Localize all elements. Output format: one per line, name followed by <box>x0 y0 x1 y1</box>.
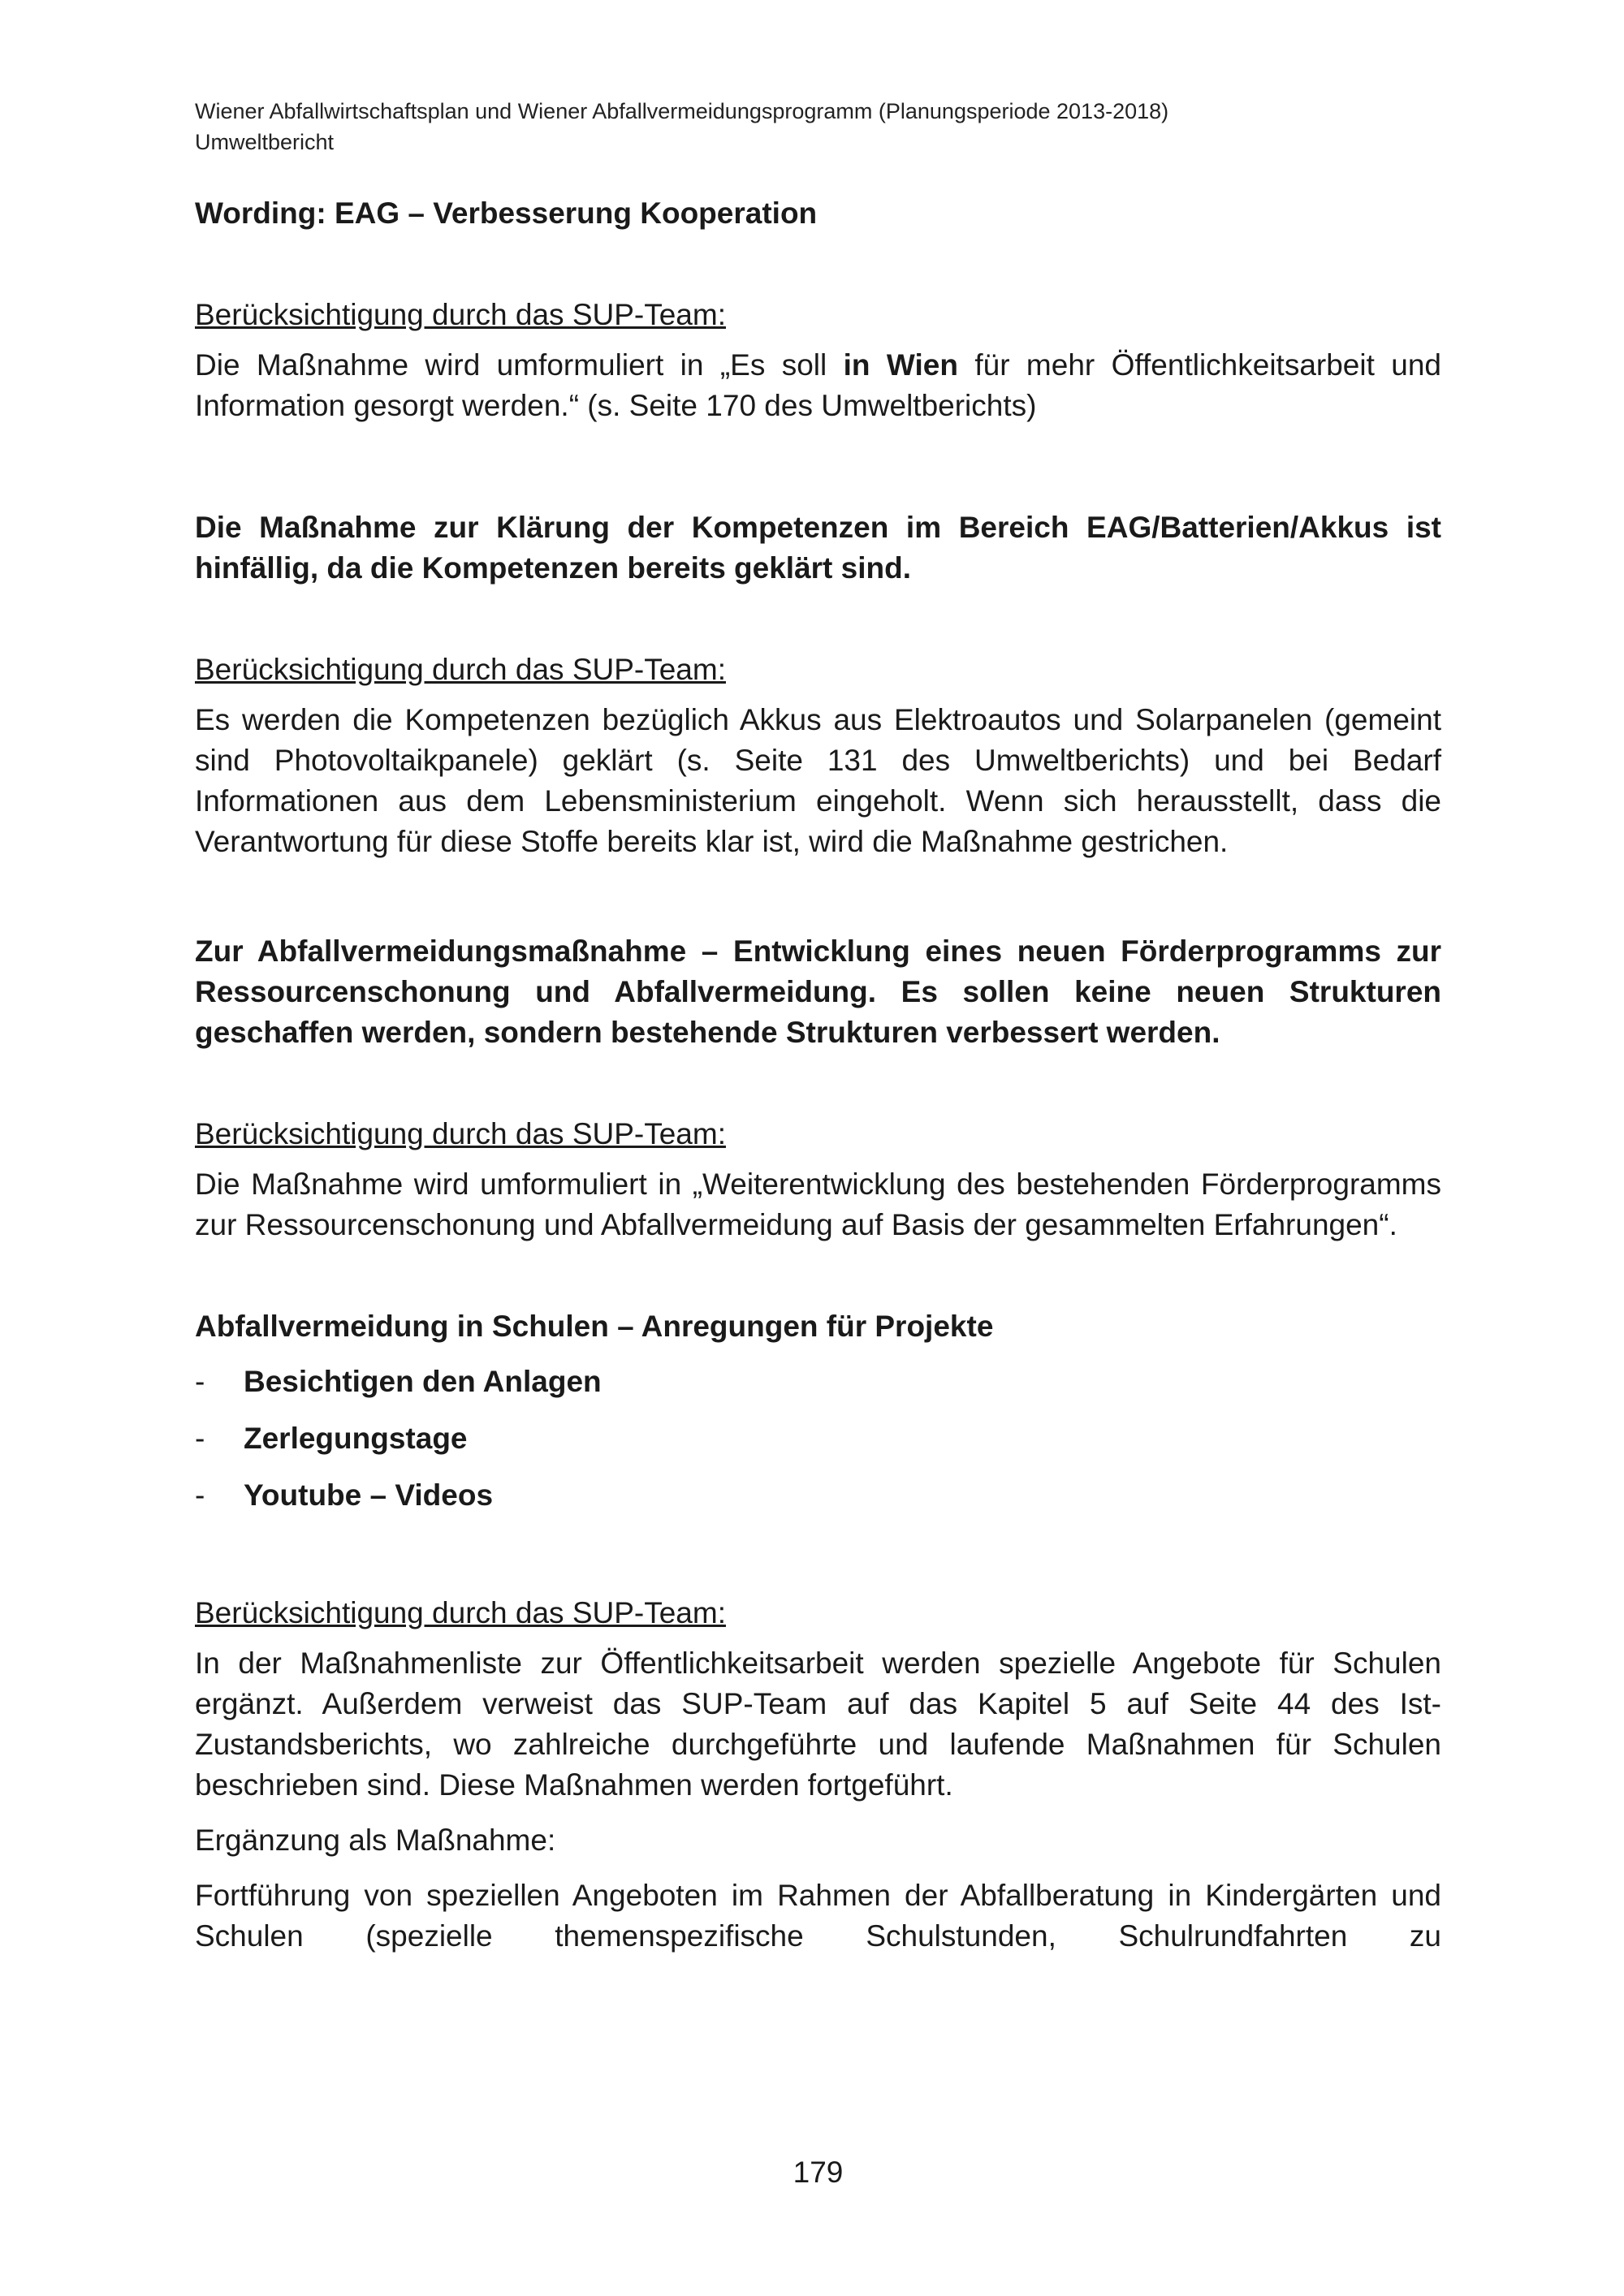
list-item <box>195 1475 1441 1516</box>
consideration-text <box>195 345 1441 426</box>
consideration-text: Es werden die Kompetenzen bezüglich Akkus aus Elektroautos und Solarpanelen (gemeint sind Photovoltaikpanele) geklärt (s. Seite 131 des Umweltberichts) und bei Bedarf Informationen aus dem Lebensministerium eingeholt. Wenn sich herausstellt, dass die Verantwortung für diese Stoffe bereits klar ist, wird die Maßnahme gestrichen. <box>195 703 1441 858</box>
consideration-text: In der Maßnahmenliste zur Öffentlichkeitsarbeit werden spezielle Angebote für Schulen ergänzt. Außerdem verweist das SUP-Team auf das Kapitel 5 auf Seite 44 des Ist-Zustandsberichts, wo zahlreiche durchgeführte und laufende Maßnahmen für Schulen beschrieben sind. Diese Maßnahmen werden fortgeführt. <box>195 1646 1441 1802</box>
section-heading-wording: Wording: EAG – Verbesserung Kooperation <box>195 196 818 230</box>
project-suggestion-list <box>195 1362 1441 1516</box>
document-body <box>195 193 1441 1957</box>
page-number: 179 <box>793 2156 844 2189</box>
section-heading-schulen: Abfallvermeidung in Schulen – Anregungen für Projekte <box>195 1310 994 1343</box>
text-part: Die Maßnahme wird umformuliert in „Es soll <box>195 348 844 382</box>
addition-label: Ergänzung als Maßnahme: <box>195 1823 556 1857</box>
document-page <box>195 0 1441 2296</box>
list-dash: - <box>195 1365 205 1398</box>
consideration-text: Die Maßnahme wird umformuliert in „Weiterentwicklung des bestehenden Förderprogramms zur Ressourcenschonung und Abfallvermeidung auf Basis der gesammelten Erfahrungen“. <box>195 1167 1441 1241</box>
text-part: für mehr Öffentlichkeitsarbeit und Information gesorgt werden.“ (s. Seite 170 des Umweltberichts) <box>195 348 1441 422</box>
section-heading-kompetenzen: Die Maßnahme zur Klärung der Kompetenzen im Bereich EAG/Batterien/Akkus ist hinfällig, da die Kompetenzen bereits geklärt sind. <box>195 511 1441 585</box>
list-item-label: Zerlegungstage <box>244 1422 468 1455</box>
list-item <box>195 1418 1441 1459</box>
section-heading-foerderprogramm: Zur Abfallvermeidungsmaßnahme – Entwicklung eines neuen Förderprogramms zur Ressourcenschonung und Abfallvermeidung. Es sollen keine neuen Strukturen geschaffen werden, sondern bestehende Strukturen verbessert werden. <box>195 934 1441 1049</box>
consideration-label: Berücksichtigung durch das SUP-Team: <box>195 298 726 331</box>
text-emphasis: in Wien <box>843 348 958 382</box>
list-item-label: Besichtigen den Anlagen <box>244 1365 602 1398</box>
running-header <box>195 96 1441 158</box>
consideration-label: Berücksichtigung durch das SUP-Team: <box>195 1596 726 1629</box>
list-item-label: Youtube – Videos <box>244 1478 494 1512</box>
header-title-line: Wiener Abfallwirtschaftsplan und Wiener Abfallvermeidungsprogramm (Planungsperiode 2013-2018) <box>195 99 1169 123</box>
list-dash: - <box>195 1422 205 1455</box>
list-item <box>195 1362 1441 1402</box>
header-subtitle-line: Umweltbericht <box>195 130 335 154</box>
addition-text: Fortführung von speziellen Angeboten im Rahmen der Abfallberatung in Kindergärten und Schulen (spezielle themenspezifische Schulstunden, Schulrundfahrten zu <box>195 1879 1441 1953</box>
list-dash: - <box>195 1478 205 1512</box>
consideration-label: Berücksichtigung durch das SUP-Team: <box>195 653 726 686</box>
consideration-label: Berücksichtigung durch das SUP-Team: <box>195 1117 726 1150</box>
